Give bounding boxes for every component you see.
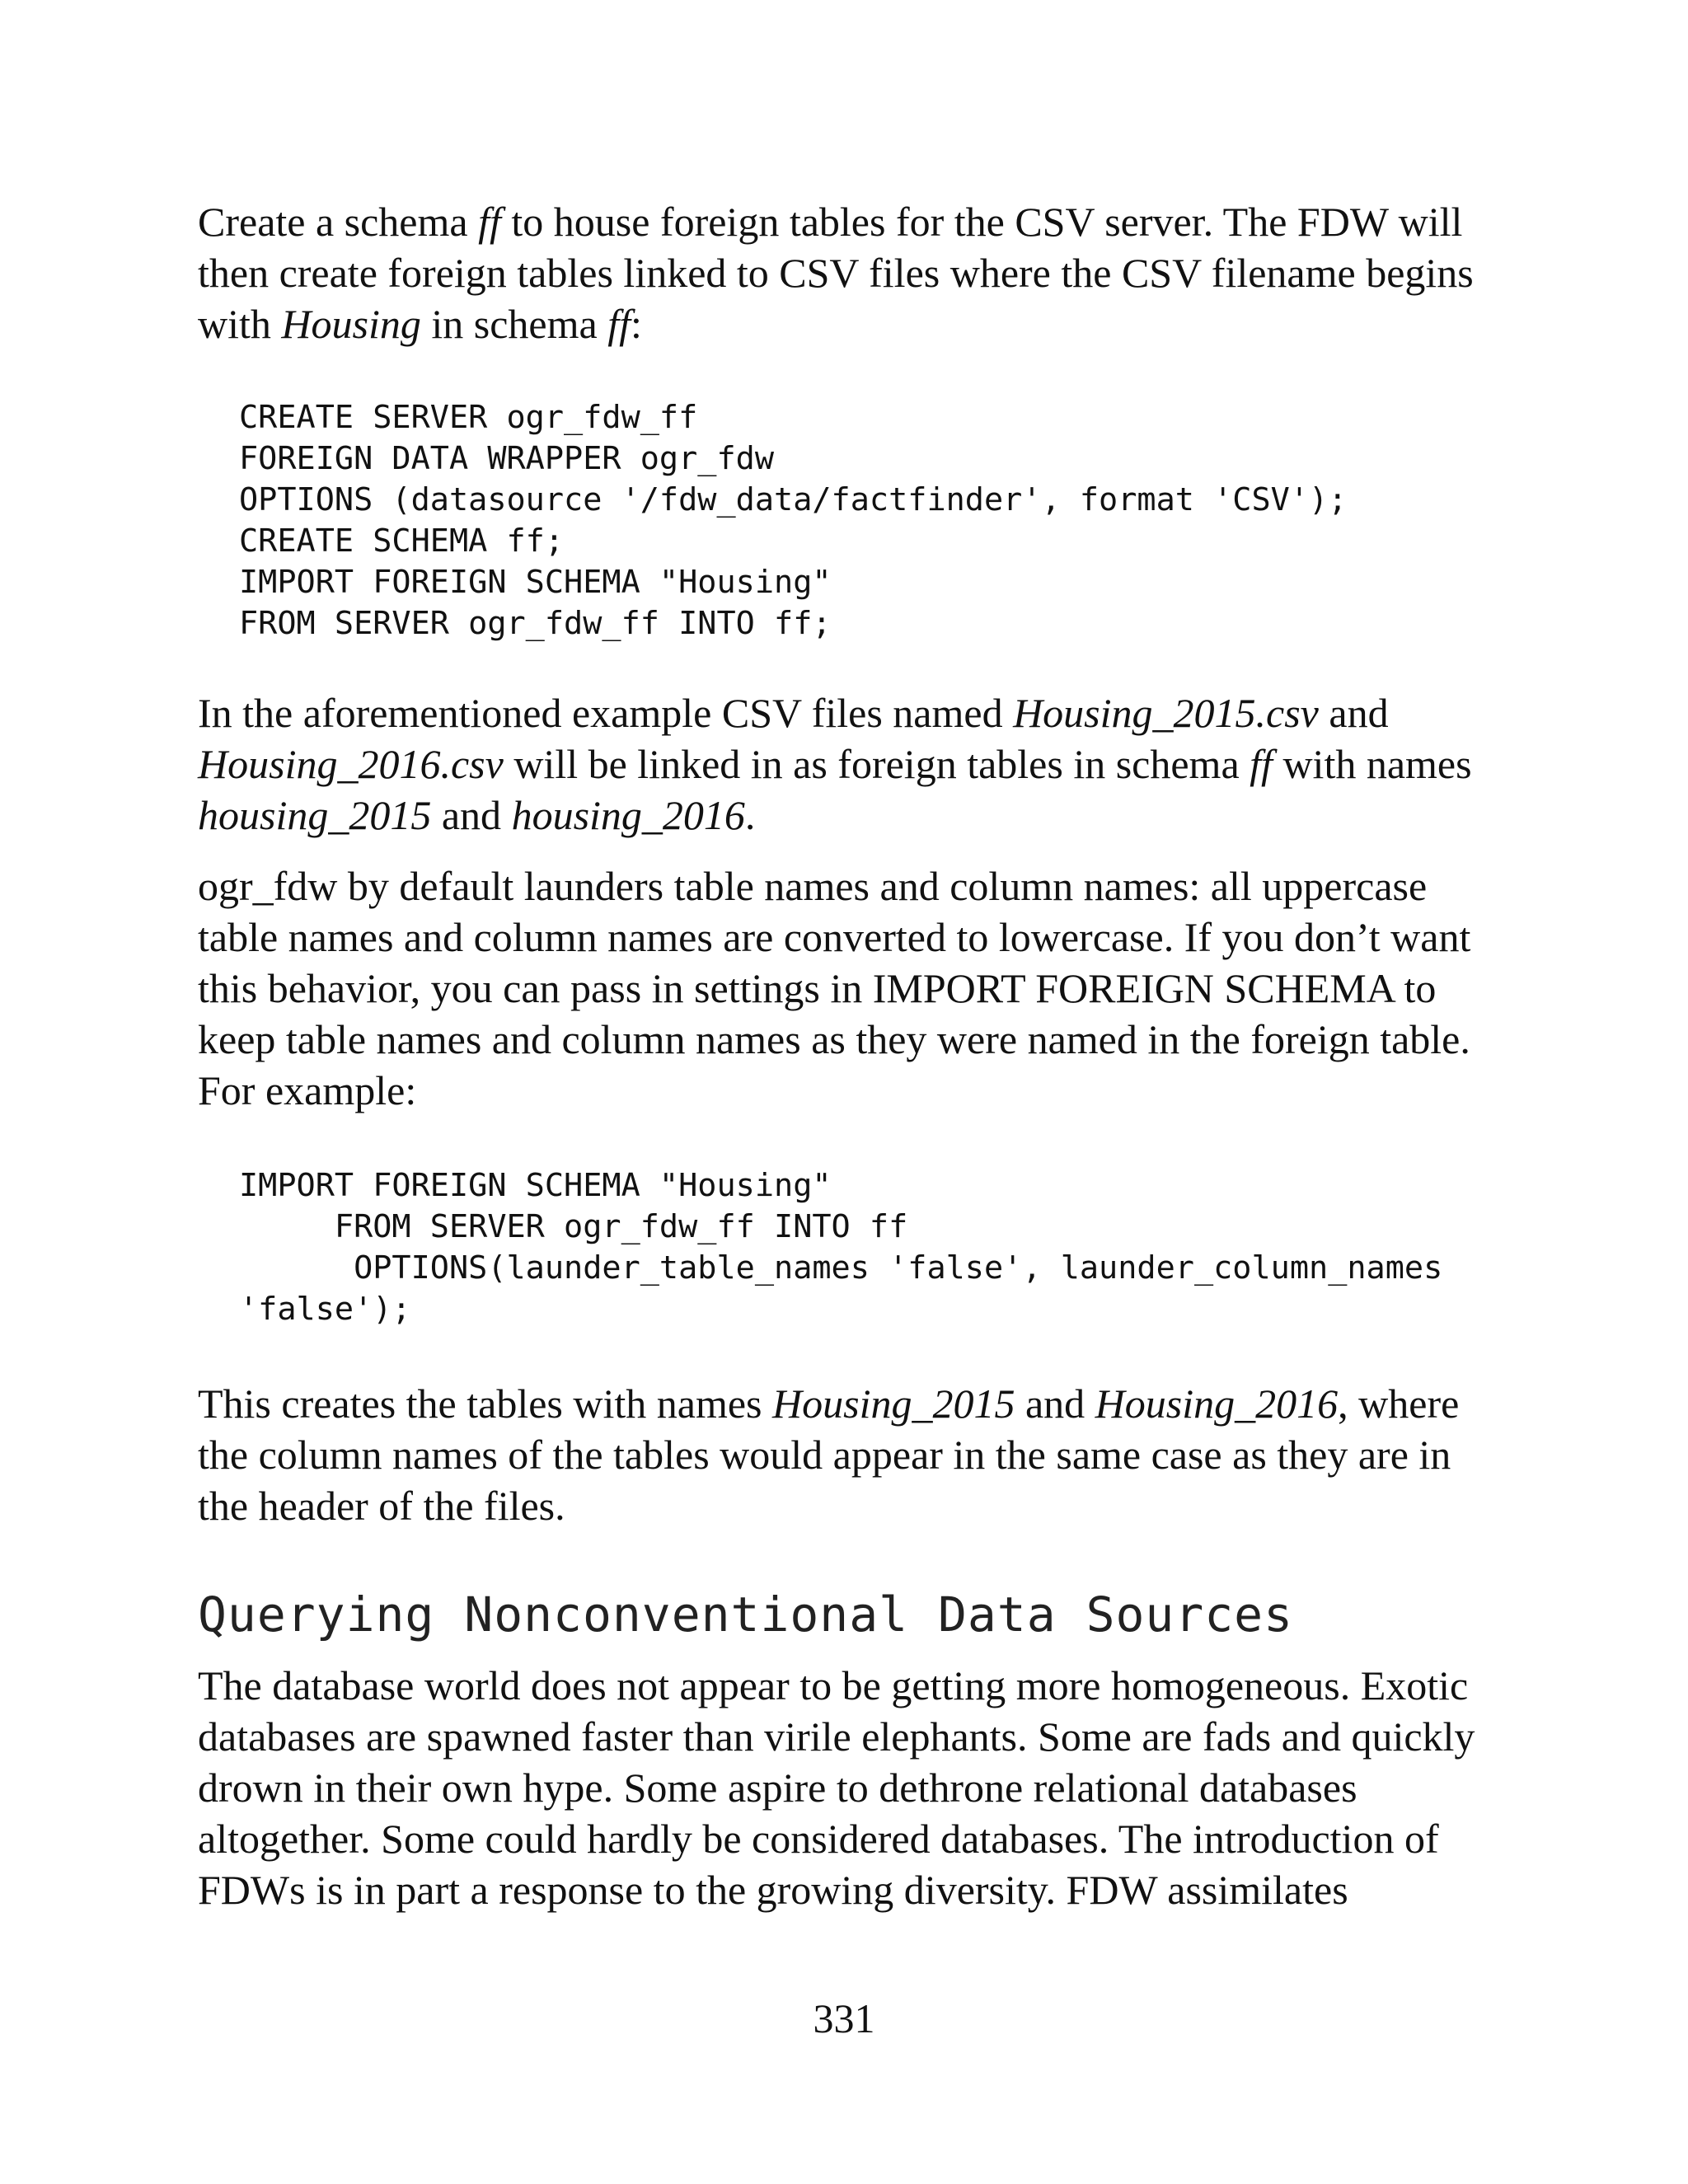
paragraph-create-schema [198, 196, 1550, 349]
text-run: and [431, 792, 512, 838]
paragraph-database-world: The database world does not appear to be getting more homogeneous. Exotic databases are spawned faster than virile elephants. Some are fads and quickly drown in their own hype. Some aspire to dethrone relational databases altogether. Some could hardly be considered databases. The introduction of FDWs is in part a response to the growing diversity. FDW assimilates [198, 1662, 1475, 1913]
text-run: , where the column names of the tables would appear in the same case as they are in the header of the files. [198, 1380, 1460, 1529]
page-body [198, 196, 1550, 1915]
code-block-create-server: CREATE SERVER ogr_fdw_ff FOREIGN DATA WRAPPER ogr_fdw OPTIONS (datasource '/fdw_data/factfinder', format 'CSV'); CREATE SCHEMA ff; IMPORT FOREIGN SCHEMA "Housing" FROM SERVER ogr_fdw_ff INTO ff; [239, 399, 1348, 642]
text-run: In the aforementioned example CSV files named [198, 690, 1014, 736]
text-run: This creates the tables with names [198, 1380, 772, 1427]
text-run: and [1329, 690, 1389, 736]
italic-term: Housing [281, 301, 421, 347]
text-run: and [1015, 1380, 1095, 1427]
italic-term: ff [607, 301, 631, 347]
paragraph-example-explanation [198, 687, 1550, 841]
text-run: to house foreign tables for the CSV server. The FDW will then create foreign tables linked to CSV files where the CSV filename begins with [198, 199, 1474, 347]
section-heading: Querying Nonconventional Data Sources [198, 1586, 1294, 1643]
italic-term: Housing_2016 [1095, 1380, 1339, 1427]
text-run: in schema [420, 301, 608, 347]
text-run: . [744, 792, 756, 838]
italic-term: Housing_2016.csv [198, 741, 504, 787]
text-run: Create a schema [198, 199, 479, 245]
italic-term: ff [478, 199, 501, 245]
paragraph-creates-tables [198, 1378, 1550, 1531]
text-run: : [631, 301, 642, 347]
code-block-import-options: IMPORT FOREIGN SCHEMA "Housing" FROM SERVER ogr_fdw_ff INTO ff OPTIONS(launder_table_names 'false', launder_column_names 'false'); [239, 1167, 1443, 1328]
italic-term: housing_2015 [198, 792, 432, 838]
italic-term: ff [1250, 741, 1273, 787]
italic-term: Housing_2015.csv [1013, 690, 1319, 736]
italic-term: Housing_2015 [772, 1380, 1015, 1427]
page-number: 331 [813, 1995, 875, 2041]
paragraph-launder-names: ogr_fdw by default launders table names and column names: all uppercase table names and column names are converted to lowercase. If you don’t want this behavior, you can pass in settings in IMPORT FOREIGN SCHEMA to keep table names and column names as they were named in the foreign table. For example: [198, 863, 1471, 1113]
text-run: with names [1282, 741, 1472, 787]
italic-term: housing_2016 [511, 792, 745, 838]
text-run: will be linked in as foreign tables in schema [503, 741, 1250, 787]
